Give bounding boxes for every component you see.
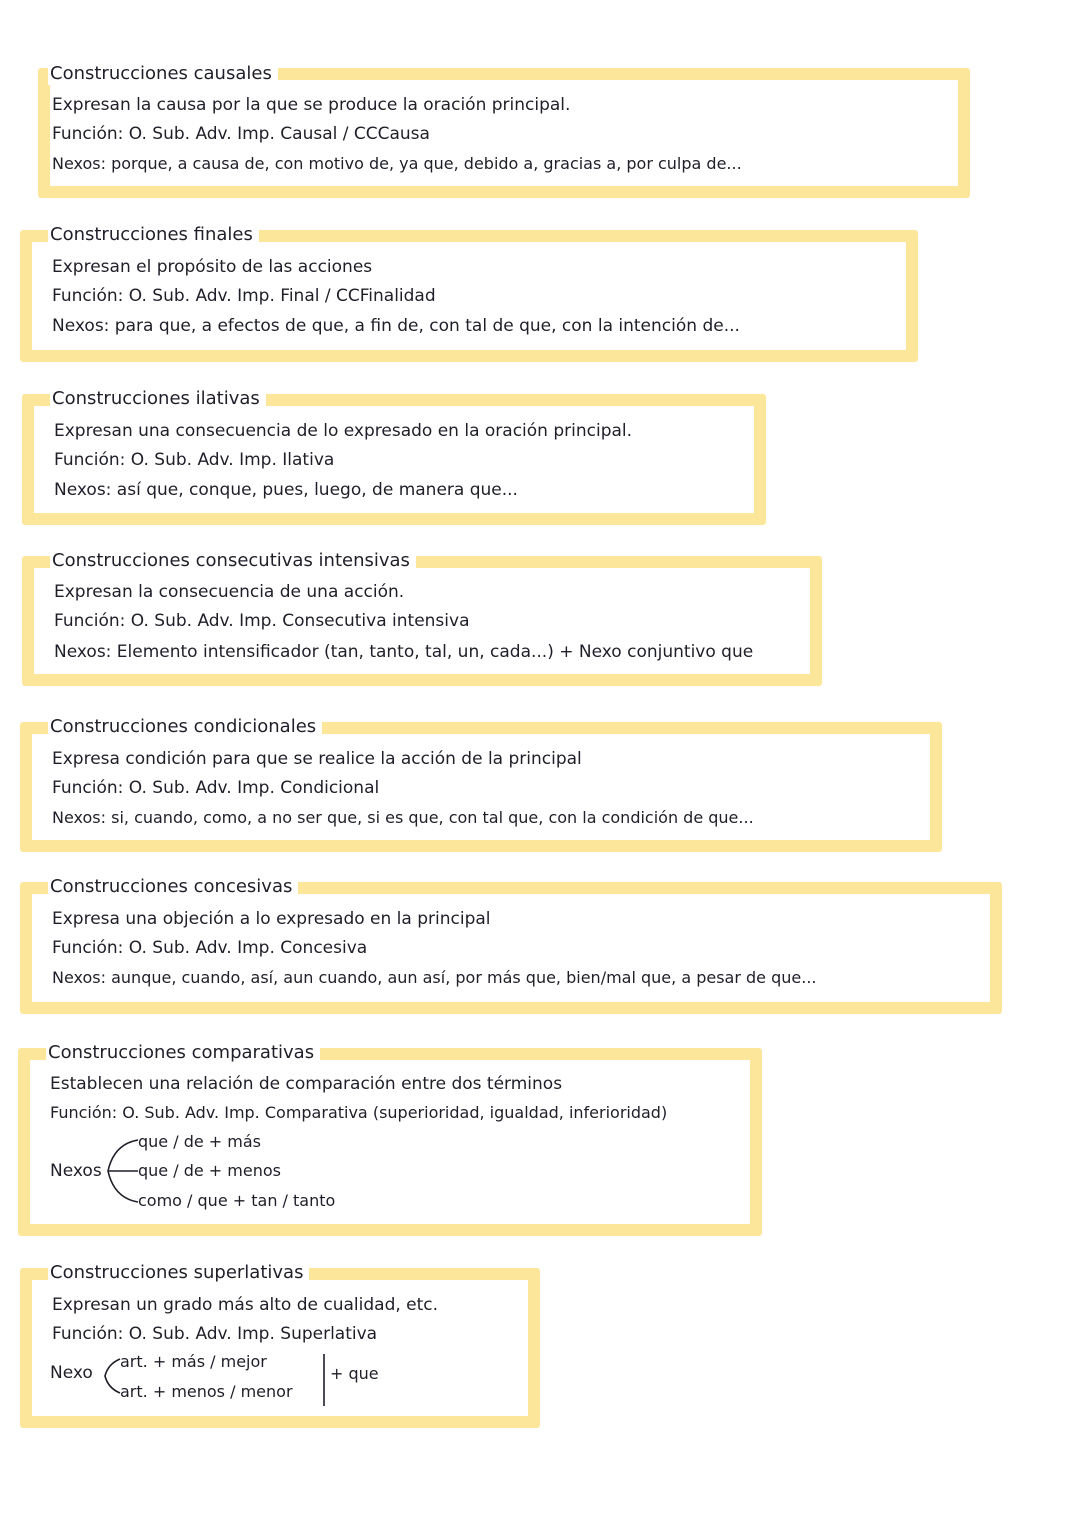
- section-line: Expresan un grado más alto de cualidad, etc.: [52, 1295, 439, 1315]
- section-title: Construcciones finales: [48, 224, 259, 246]
- section-line: Función: O. Sub. Adv. Imp. Condicional: [52, 778, 380, 798]
- section-line: Función: O. Sub. Adv. Imp. Causal / CCCausa: [52, 124, 430, 144]
- section-line: Nexos: para que, a efectos de que, a fin de, con tal de que, con la intención de...: [52, 316, 740, 336]
- branch-item: que / de + menos: [138, 1161, 281, 1180]
- section-line: Expresa condición para que se realice la acción de la principal: [52, 749, 582, 769]
- section-title: Construcciones comparativas: [46, 1042, 320, 1064]
- section-line: Nexos: porque, a causa de, con motivo de, ya que, debido a, gracias a, por culpa de...: [52, 154, 742, 173]
- section-line: Expresan una consecuencia de lo expresado en la oración principal.: [54, 421, 633, 441]
- section-title: Construcciones consecutivas intensivas: [50, 550, 416, 572]
- branch-item: art. + más / mejor: [120, 1352, 267, 1371]
- section-line: Expresan el propósito de las acciones: [52, 257, 373, 277]
- section-line: Función: O. Sub. Adv. Imp. Superlativa: [52, 1324, 378, 1344]
- branch-item: como / que + tan / tanto: [138, 1191, 336, 1210]
- section-title: Construcciones condicionales: [48, 716, 322, 738]
- section-line: Nexos: si, cuando, como, a no ser que, si es que, con tal que, con la condición de que...: [52, 808, 754, 827]
- section-line: Función: O. Sub. Adv. Imp. Consecutiva intensiva: [54, 611, 470, 631]
- section-line: Nexos: así que, conque, pues, luego, de manera que...: [54, 480, 518, 500]
- section-line: Nexos: aunque, cuando, así, aun cuando, aun así, por más que, bien/mal que, a pesar de que...: [52, 968, 817, 987]
- section-line: Función: O. Sub. Adv. Imp. Final / CCFinalidad: [52, 286, 436, 306]
- section-line: Expresan la causa por la que se produce la oración principal.: [52, 95, 571, 115]
- section-line: Expresan la consecuencia de una acción.: [54, 582, 405, 602]
- section-title: Construcciones superlativas: [48, 1262, 309, 1284]
- section-line: Nexos: Elemento intensificador (tan, tanto, tal, un, cada...) + Nexo conjuntivo que: [54, 642, 754, 662]
- branch-brace: [104, 1136, 140, 1206]
- nexos-label: Nexo: [50, 1363, 93, 1383]
- section-line: Función: O. Sub. Adv. Imp. Comparativa (superioridad, igualdad, inferioridad): [50, 1103, 668, 1122]
- section-box-superlativas: [20, 1268, 540, 1428]
- section-line: Función: O. Sub. Adv. Imp. Concesiva: [52, 938, 368, 958]
- nexos-label: Nexos: [50, 1161, 102, 1181]
- section-line: Establecen una relación de comparación entre dos términos: [50, 1074, 563, 1094]
- section-title: Construcciones ilativas: [50, 388, 266, 410]
- divider-bar: [322, 1354, 326, 1406]
- branch-suffix: + que: [330, 1364, 379, 1383]
- branch-item: que / de + más: [138, 1132, 262, 1151]
- section-title: Construcciones concesivas: [48, 876, 298, 898]
- section-line: Función: O. Sub. Adv. Imp. Ilativa: [54, 450, 335, 470]
- section-line: Expresa una objeción a lo expresado en la principal: [52, 909, 491, 929]
- branch-item: art. + menos / menor: [120, 1382, 293, 1401]
- branch-brace: [102, 1356, 122, 1396]
- section-title: Construcciones causales: [48, 63, 278, 85]
